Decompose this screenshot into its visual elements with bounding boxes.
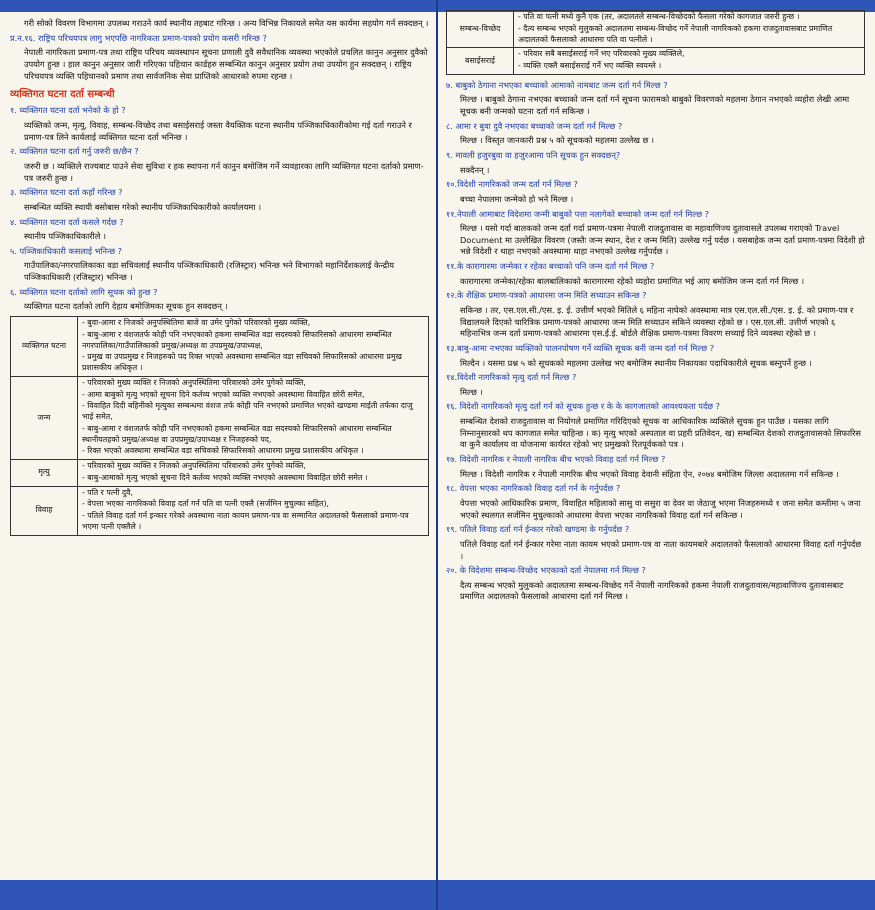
row-item: - रिक्त भएको अवस्थामा सम्बन्धित वडा सचिवको सिफारिसको आधारमा प्रमुख प्रशासकीय अधिकृत । [82, 446, 364, 456]
row-item: - प्रमुख वा उपप्रमुख र निजहरुको पद रिक्त भएको अवस्थामा सम्बन्धित वडा सचिवको सिफारिसको आधारमा प्रमुख प्रशासकीय अधिकृत । [82, 352, 402, 372]
row-item: - पति र पत्नी दुवै, [82, 487, 133, 497]
right-qa-list [446, 80, 865, 603]
question: १०.विदेशी नागरिकको जन्म दर्ता गर्न मिल्छ ? [446, 179, 578, 190]
row-item: - बाबु-आमा र वंशजतर्फ कोही पनि नभएकाको हकमा सम्बन्धित वडा सदस्यको सिफारिसको आधारमा सम्बन्धित स्थानीयतहको प्रमुख/अध्यक्ष वा उपप्रमुख/उपाध्यक्ष र निजहरुको पद, [82, 423, 392, 444]
question: १८. वेपत्ता भएका नागरिकको विवाह दर्ता गर्न के गर्नुपर्दछ ? [446, 483, 621, 494]
informant-table-continued [446, 10, 865, 75]
row-item: - दैत्य सम्बन्ध भएको मुलुकको अदालतमा सम्बन्ध-विच्छेद गर्ने नेपाली नागरिकको हकमा राजदुतावासबाट प्रमाणित अदालतको फैसलाको आधारमा पति वा पत्नीले । [518, 23, 833, 44]
row-label: जन्म [11, 376, 78, 459]
question: १९. पतिले विवाह दर्ता गर्न ईन्कार गरेको खण्डमा के गर्नुपर्दछ ? [446, 524, 630, 535]
answer: मिल्छ । यसो गर्दा बालकको जन्म दर्ता गर्दा प्रमाण-पत्रमा नेपाली राजदुतावास वा महावाणिज्य दुतावासले उपलब्ध गराएको Travel Document मा उल्लेखित विवरण (जस्तैः जन्म स्थान, देश र जन्म मिति) उल्लेख गर्नु पर्दछ । यसबाहेक जन्म दर्ता प्रमाण-पत्रमा विदेशी हो भन्ने विदेशी र थाहा नभएको अवस्थामा थाहा नभएको उल्लेख गर्नुपर्दछ । [460, 223, 865, 257]
left-panel [0, 0, 437, 910]
row-items [78, 376, 429, 459]
question: ८. आमा र बुवा दुवै नभएका बच्चाको जन्म दर्ता गर्न मिल्छ ? [446, 120, 623, 131]
answer: कारागारमा जन्मेका/रहेका बालबालिकाको कारागारमा रहेको व्यहोरा प्रमाणित भई आए बमोजिम जन्म दर्ता गर्न मिल्छ । [460, 275, 805, 286]
row-items [78, 317, 429, 377]
question: १२.के शैक्षिक प्रमाण-पत्रको आधारमा जन्म मिति सच्याउन सकिन्छ ? [446, 290, 647, 301]
row-item: - आमा बाबुको मृत्यु भएको सूचना दिने कर्तव्य भएको व्यक्ति नभएको अवस्थामा विवाहित छोरी समेत, [82, 389, 365, 399]
row-item: - बाबु-आमाको मृत्यु भएको सूचना दिने कर्तव्य भएको व्यक्ति नभएको अवस्थामा विवाहित छोरी समेत । [82, 472, 368, 482]
answer: सम्बन्धित देशको राजदुतावास वा नियोगले प्रमाणित गरिदिएको सूचक वा आधिकारिक व्यक्तिले सूचक हुन पाउँछ । यसका लागि निम्नानुसारको थप कागजात समेत चाहिन्छ । क) मृत्यु भएको अस्पताल वा प्रहरी प्रतिवेदन, ख) सम्बन्धित देशको राजदुतावासको सिफारिस वा कुनै कार्यालय वा योजनामा कार्यरत रहेको भए प्रमुखको रितपूर्वकको पत्र । [460, 416, 861, 450]
question: ९. मावली हजुरबुवा वा हजुरआमा पनि सूचक हुन सक्दछन्? [446, 149, 621, 160]
row-item: - पतिले विवाह दर्ता गर्न इन्कार गरेको अवस्थामा नाता कायम प्रमाण-पत्र वा सम्मानित अदालतको फैसलाको प्रमाण-पत्र भएमा पत्नी एक्लैले । [82, 511, 409, 531]
row-item: - बुवा-आमा र निजको अनुपस्थितिमा बाजे वा उमेर पुगेको परिवारको मुख्य व्यक्ति, [82, 318, 311, 327]
table-row [11, 460, 429, 487]
row-items [514, 48, 865, 75]
left-content [10, 18, 429, 876]
question: ६. व्यक्तिगत घटना दर्ताको लागि सूचक को हुन्छ ? [10, 286, 158, 297]
question: १४.विदेशी नागरिकको मृत्यु दर्ता गर्न मिल्छ ? [446, 372, 577, 383]
answer: सकिन्छ । तर, एस.एल.सी./एस. इ. ई. उत्तीर्ण भएको मितिले ६ महिना नाघेको अवस्थामा मात्र एस.एल.सी./एस. इ. ई. को प्रमाण-पत्र र विद्यालयले दिएको चारित्रिक प्रमाण-पत्रको आधारमा जन्म मिति सच्याउन सकिने व्यवस्था रहेको छ । एस.एल.सी. उत्तीर्ण भएको ६ महिनाभित्र जन्म दर्ता प्रमाण-पत्रको आधारमा एस.ई.ई. बोर्डले शैक्षिक प्रमाण-पत्रमा विवरण सच्याई दिने व्यवस्था रहेको छ । [460, 305, 854, 339]
row-items [78, 486, 429, 535]
row-item: - वेपत्ता भएका नागरिकको विवाह दर्ता गर्न पति वा पत्नी एक्लै (सर्जमिन मुचुल्का सहित), [82, 499, 330, 509]
answer-16: नेपाली नागरिकता प्रमाण-पत्र तथा राष्ट्रिय परिचय व्यवस्थापन सूचना प्रणाली दुवै सवैधानिक व्यवस्था भएकोले प्रचलित कानुन अनुसार दुवैको उपयोग हुन्छ । हाल कानुन अनुसार जारी गरिएका पहिचान कार्डहरु सम्बन्धित कानुन अनुसार प्रयोग तथा उपयोग हुन सक्दछन् । राष्ट्रिय परिचयपत्र व्यक्ति पहिचानको प्रमाण तथा सार्वजनिक सेवा प्राप्तिको आधारको रुपमा रहन्छ । [24, 47, 428, 81]
answer: जरुरी छ । व्यक्तिले राज्यबाट पाउने सेवा सुविधा र हक स्थापना गर्न कानुन बमोजिम गर्ने व्यवहारका लागि व्यक्तिगत घटना दर्ताको प्रमाण-पत्र जरुरी हुन्छ । [24, 160, 424, 183]
answer: सक्दैनन् । [460, 164, 490, 175]
intro-text: गरी सोको विवरण विभागमा उपलब्ध गराउने कार्य स्थानीय तहबाट गरिन्छ । अन्य विभिन्न निकायले समेत यस कार्यमा सहयोग गर्न सक्दछन् । [24, 18, 429, 28]
row-item: - व्यक्ति एक्लै बसाईसराई गर्ने भए व्यक्ति स्वयम्ले । [518, 61, 662, 70]
question: २. व्यक्तिगत घटना दर्ता गर्नु जरुरी छ/छैन ? [10, 146, 139, 157]
row-label: बसाईसराई [447, 48, 514, 75]
question: १७. विदेशी नागरिक र नेपाली नागरिक बीच भएको विवाह दर्ता गर्न मिल्छ ? [446, 454, 666, 465]
answer: व्यक्तिको जन्म, मृत्यु, विवाह, सम्बन्ध-विच्छेद तथा बसाईसराई जस्ता वैयक्तिक घटना स्थानीय पञ्जिकाधिकारीकोमा गई दर्ता गराउने र प्रमाण-पत्र लिने कार्यलाई व्यक्तिगत घटना दर्ता भनिन्छ । [24, 120, 412, 142]
right-content [446, 8, 865, 876]
row-item: - विवाहित दिदी बहिनीको मृत्युका सम्बन्धमा वंशज तर्फ कोही पनि नभएको प्रमाणित भएको खण्डमा माईती तर्फका दाजु भाई समेत, [82, 401, 413, 421]
row-label: व्यक्तिगत घटना [11, 317, 78, 377]
table-row [11, 376, 429, 459]
answer: बच्चा नेपालमा जन्मेको हो भने मिल्छ । [460, 193, 574, 204]
answer: पतिले विवाह दर्ता गर्न ईन्कार गरेमा नाता कायम भएको प्रमाण-पत्र वा नाता कायमबारे अदालतको फैसलाको आधारमा विवाह दर्ता गर्नुपर्दछ । [460, 538, 862, 561]
question: ३. व्यक्तिगत घटना दर्ता कहाँ गरिन्छ ? [10, 187, 123, 198]
row-item: - परिवारको मुख्य व्यक्ति र निजको अनुपस्थितिमा परिवारको उमेर पुगेको व्यक्ति, [82, 377, 306, 387]
answer: मिल्दैन । यसमा प्रश्न ५ को सूचकको महलमा उल्लेख भए बमोजिम स्थानीय निकायका पदाधिकारीले सूचक बस्नुपर्ने हुन्छ । [460, 357, 812, 368]
right-panel [438, 0, 875, 910]
question: ५. पञ्जिकाधिकारी कसलाई भनिन्छ ? [10, 245, 123, 256]
row-item: - परिवारको मुख्य व्यक्ति र निजको अनुपस्थितिमा परिवारको उमेर पुगेको व्यक्ति, [82, 461, 306, 470]
row-label: मृत्यु [11, 460, 78, 487]
row-items [78, 460, 429, 487]
table-row [11, 317, 429, 377]
answer: मिल्छ । विस्तृत जानकारी प्रश्न ५ को सूचकको महलमा उल्लेख छ । [460, 135, 655, 146]
question-16: प्र.न.१६. राष्ट्रिय परिचयपत्र लागु भएपछि नागरिकता प्रमाण-पत्रको प्रयोग कसरी गरिन्छ ? [10, 32, 267, 43]
section-title: व्यक्तिगत घटना दर्ता सम्बन्धी [10, 89, 115, 101]
row-item: - बाबु-आमा र वंशजतर्फ कोही पनि नभएकाको हकमा सम्बन्धित वडा सदस्यको सिफारिसको आधारमा सम्बन्धित नगरपालिका/गाउँपालिकाको प्रमुख/अध्यक्ष वा उपप्रमुख/उपाध्यक्ष, [82, 329, 392, 350]
row-label: सम्बन्ध-विच्छेद [447, 11, 514, 48]
bottom-band [438, 880, 875, 910]
informant-table [10, 316, 429, 536]
answer: सम्बन्धित व्यक्ति स्थायी बसोबास गरेको स्थानीय पञ्जिकाधिकारीको कार्यालयमा । [24, 201, 262, 212]
question: १६. विदेशी नागरिकको मृत्यु दर्ता गर्न को सूचक हुन्छ र के के कागजातको आवश्यकता पर्दछ ? [446, 401, 720, 412]
row-items [514, 11, 865, 48]
top-band [0, 0, 437, 12]
question: १. व्यक्तिगत घटना दर्ता भनेको के हो ? [10, 105, 126, 116]
answer: गाउँपालिका/नगरपालिकाका वडा सचिवलाई स्थानीय पञ्जिकाधिकारी (रजिस्ट्रार) भनिन्छ भने विभागको महानिर्देशकलाई केन्द्रीय पञ्जिकाधिकारी (रजिस्ट्रार) भनिन्छ । [24, 260, 394, 283]
answer: मिल्छ । विदेशी नागरिक र नेपाली नागरिक बीच भएको विवाह देवानी संहिता ऐन, २०७४ बमोजिम जिल्ला अदालतमा गर्न सकिन्छ । [460, 468, 839, 479]
question: ११.के कारागारमा जन्मेका र रहेका बच्चाको पनि जन्म दर्ता गर्न मिल्छ ? [446, 261, 655, 272]
answer: स्थानीय पञ्जिकाधिकारीले । [24, 231, 107, 242]
table-row [447, 11, 865, 48]
row-item: - पति वा पत्नी मध्ये कुनै एक (तर, अदालतले सम्बन्ध-विच्छेदको फैसला गरेको कागजात जरुरी हुन्छ । [518, 12, 800, 21]
bottom-band [0, 880, 437, 910]
question: ११.नेपाली आमाबाट विदेशमा जन्मी बाबुको पत्ता नलागेको बच्चाको जन्म दर्ता गर्न मिल्छ ? [446, 208, 710, 219]
left-qa-list [10, 105, 429, 313]
answer: वेपत्ता भएको आधिकारिक प्रमाण, विवाहित महिलाको सासु वा ससुरा वा देवर वा जेठाजु भएमा निजहरुमध्ये १ जना समेत कम्तीमा ५ जना भएको स्थलगत सर्जमिन मुचुल्काको आधारमा वेपत्ता भएका नागरिकको विवाह दर्ता गर्न सकिन्छ । [460, 497, 861, 520]
row-label: विवाह [11, 486, 78, 535]
row-item: - परिवार सबै बसाईसराई गर्ने भए परिवारको मुख्य व्यक्तिले, [518, 49, 685, 59]
question: २०. के विदेशमा सम्बन्ध-विच्छेद भएकाको दर्ता नेपालमा गर्न मिल्छ ? [446, 565, 646, 576]
table-row [447, 48, 865, 75]
question: ४. व्यक्तिगत घटना दर्ता कसले गर्दछ ? [10, 216, 124, 227]
answer: मिल्छ । [460, 386, 483, 397]
table-row [11, 486, 429, 535]
answer: व्यक्तिगत घटना दर्ताको लागि देहाय बमोजिमका सूचक हुन सक्दछन् । [24, 301, 228, 312]
question: ७. बाबुको ठेगाना नभएका बच्चाको आमाको नामबाट जन्म दर्ता गर्न मिल्छ ? [446, 79, 668, 90]
answer: मिल्छ । बाबुको ठेगाना नभएका बच्चाको जन्म दर्ता गर्न सूचना फारामको बाबुको विवरणको महलमा ठेगान नभएको व्यहोरा लेखी आमा सूचक बनी जन्मको घटना दर्ता गर्न सकिन्छ । [460, 94, 850, 117]
question: १३.बाबु-आमा नभएका व्यक्तिको पालनपोषण गर्ने व्यक्ति सूचक बनी जन्म दर्ता गर्न मिल्छ ? [446, 342, 715, 353]
answer: दैत्य सम्बन्ध भएको मुलुकको अदालतमा सम्बन्ध-विच्छेद गर्ने नेपाली नागरिकको हकमा नेपाली राजदुतावास/महावाणिज्य दुतावासबाट प्रमाणित अदालतको फैसलाको आधारमा दर्ता गर्न मिल्छ । [460, 579, 844, 602]
